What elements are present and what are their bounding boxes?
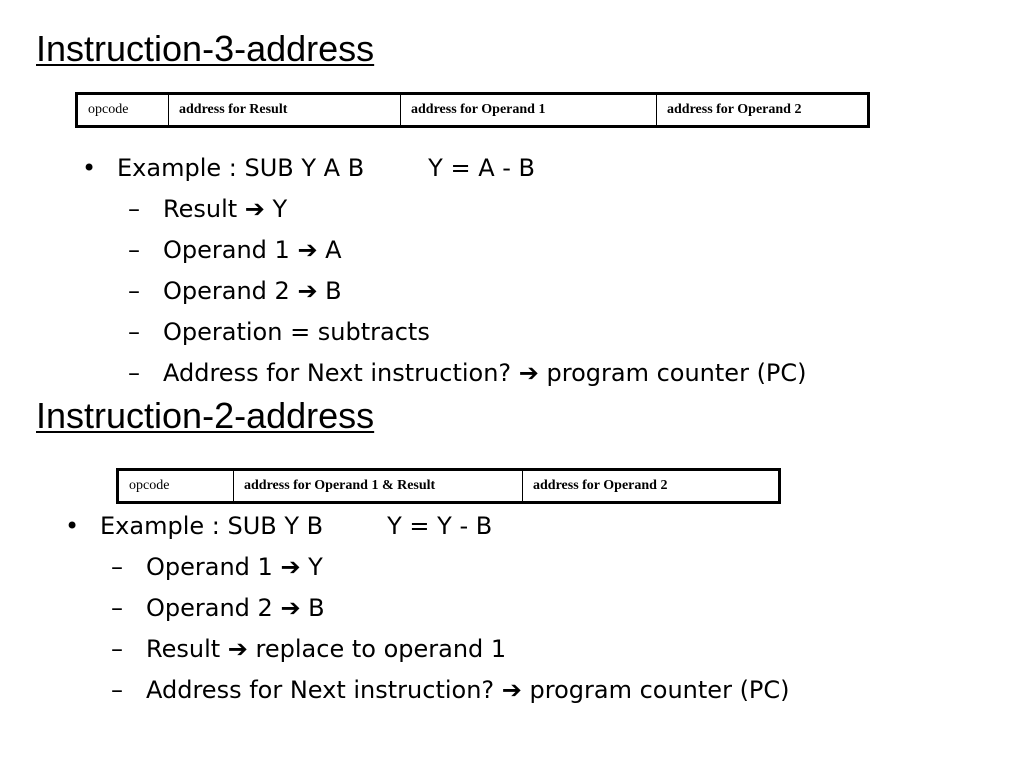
- item-text: Result: [146, 635, 228, 663]
- example-label: Example : SUB Y B: [100, 512, 324, 540]
- field-address-result: address for Result: [169, 94, 401, 127]
- example-label: Example : SUB Y A B: [117, 154, 365, 182]
- arrow-icon: ➔: [518, 359, 539, 387]
- item-text: Operand 1: [163, 236, 298, 264]
- field-address-operand-1-result: address for Operand 1 & Result: [234, 470, 523, 503]
- arrow-icon: ➔: [501, 676, 522, 704]
- section2-title: Instruction-2-address: [36, 395, 375, 436]
- list-item: [111, 675, 790, 705]
- item-text: Result: [163, 195, 245, 223]
- list-item: [111, 593, 325, 623]
- dash-marker: –: [111, 676, 123, 704]
- item-text: Address for Next instruction?: [163, 359, 519, 387]
- dash-marker: –: [111, 635, 123, 663]
- item-value: program counter (PC): [521, 676, 790, 704]
- dash-marker: –: [111, 553, 123, 581]
- item-text: Operand 1: [146, 553, 281, 581]
- dash-marker: –: [128, 318, 140, 346]
- field-opcode: opcode: [118, 470, 234, 503]
- bullet-marker: •: [82, 154, 97, 182]
- item-text: Operand 2: [163, 277, 298, 305]
- bullet-marker: •: [65, 512, 80, 540]
- item-value: A: [317, 236, 342, 264]
- list-item: [128, 235, 342, 265]
- dash-marker: –: [128, 277, 140, 305]
- field-address-operand-1: address for Operand 1: [401, 94, 657, 127]
- list-item: [111, 552, 323, 582]
- three-address-format-table: [75, 92, 870, 128]
- dash-marker: –: [128, 236, 140, 264]
- item-text: Operand 2: [146, 594, 281, 622]
- list-item: [128, 358, 807, 388]
- two-address-format-table: [116, 468, 781, 504]
- field-address-operand-2: address for Operand 2: [523, 470, 780, 503]
- arrow-icon: ➔: [227, 635, 248, 663]
- example-bullet: [82, 153, 535, 183]
- dash-marker: –: [128, 359, 140, 387]
- list-item: [128, 194, 287, 224]
- list-item: [128, 276, 342, 306]
- field-address-operand-2: address for Operand 2: [657, 94, 869, 127]
- item-value: program counter (PC): [538, 359, 807, 387]
- item-text: Address for Next instruction?: [146, 676, 502, 704]
- item-text: Operation = subtracts: [163, 318, 430, 346]
- example-equation: Y = A - B: [428, 154, 535, 182]
- example-bullet: [65, 511, 492, 541]
- item-value: B: [300, 594, 325, 622]
- item-value: Y: [300, 553, 323, 581]
- example-equation: Y = Y - B: [387, 512, 493, 540]
- dash-marker: –: [128, 195, 140, 223]
- arrow-icon: ➔: [297, 236, 318, 264]
- list-item: [111, 634, 506, 664]
- section1-title: Instruction-3-address: [36, 28, 375, 69]
- field-opcode: opcode: [77, 94, 169, 127]
- item-value: B: [317, 277, 342, 305]
- item-value: replace to operand 1: [247, 635, 507, 663]
- arrow-icon: ➔: [244, 195, 265, 223]
- arrow-icon: ➔: [280, 553, 301, 581]
- item-value: Y: [264, 195, 288, 223]
- arrow-icon: ➔: [280, 594, 301, 622]
- dash-marker: –: [111, 594, 123, 622]
- list-item: [128, 317, 430, 347]
- arrow-icon: ➔: [297, 277, 318, 305]
